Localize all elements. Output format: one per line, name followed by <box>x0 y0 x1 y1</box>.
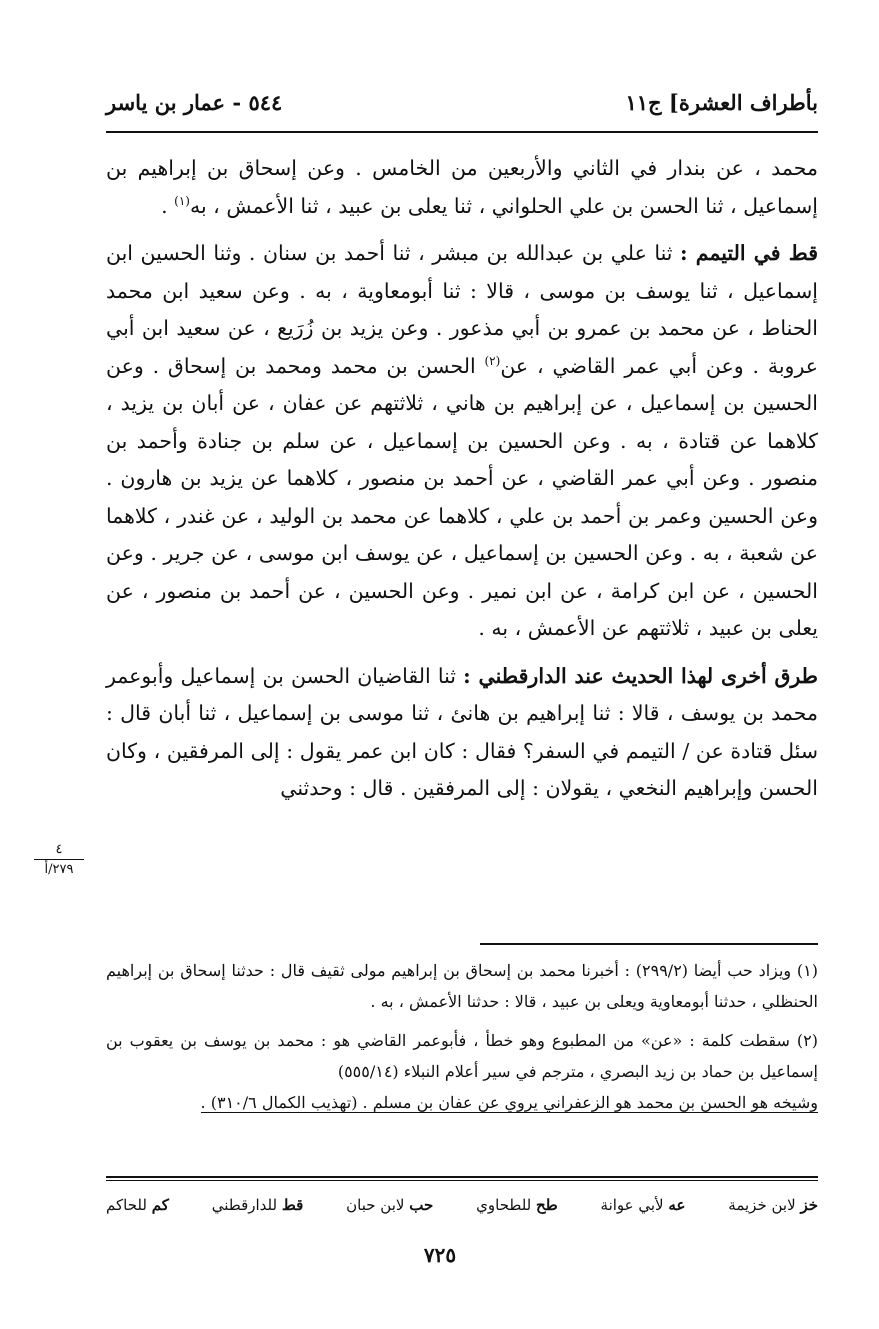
main-text <box>106 150 818 808</box>
header-book-ref: بأطراف العشرة] ج١١ <box>625 89 818 115</box>
paragraph-3: طرق أخرى لهذا الحديث عند الدارقطني : ثنا القاضيان الحسن بن إسماعيل وأبوعمر محمد بن يوسف ، قالا : ثنا إبراهيم بن هانئ ، ثنا موسى بن إسماعيل ، ثنا أبان قال : سئل قتادة عن / التيمم في السفر؟ فقال : كان ابن عمر يقول : إلى المرفقين ، وكان الحسن وإبراهيم النخعي ، يقولان : إلى المرفقين . قال : وحدثني <box>106 663 819 800</box>
abbreviations-rule <box>106 1176 818 1178</box>
abbreviation-item: خز لابن خزيمة <box>728 1196 818 1214</box>
footnote-ref-1: (١) <box>174 193 190 208</box>
header-rule <box>106 131 818 133</box>
manuscript-folio-note <box>34 842 84 877</box>
header-section-title: ٥٤٤ - عمار بن ياسر <box>106 89 283 115</box>
footnote-ref-2: (٢) <box>484 353 501 368</box>
abbreviations-key <box>106 1190 818 1220</box>
footnote-2: (٢) سقطت كلمة : «عن» من المطبوع وهو خطأ ، فأبوعمر القاضي هو : محمد بن يوسف بن يعقوب بن إسماعيل بن حماد بن زيد البصري ، مترجم في سير أعلام النبلاء (٥٥٥/١٤) وشيخه هو الحسن بن محمد هو الزعفراني يروي عن عفان بن مسلم . (تهذيب الكمال ٣١٠/٦) . <box>106 1031 818 1112</box>
footnotes <box>106 955 818 1118</box>
running-head <box>106 84 818 120</box>
footnote-1: (١) ويزاد حب أيضا (٢٩٩/٢) : أخبرنا محمد بن إسحاق بن إبراهيم مولى ثقيف قال : حدثنا إسحاق بن إبراهيم الحنظلي ، حدثنا أبومعاوية ويعلى بن عبيد ، قالا : حدثنا الأعمش ، به . <box>106 961 819 1011</box>
abbreviation-item: قط للدارقطني <box>211 1196 304 1214</box>
abbreviations-rule-thin <box>106 1180 818 1181</box>
paragraph-1: محمد ، عن بندار في الثاني والأربعين من الخامس . وعن إسحاق بن إبراهيم بن إسماعيل ، ثنا الحسن بن علي الحلواني ، ثنا يعلى بن عبيد ، ثنا الأعمش ، به$^{(١)}$ . <box>106 156 818 218</box>
page-number: ٧٢٥ <box>423 1243 457 1267</box>
abbreviation-item: كم للحاكم <box>106 1196 169 1214</box>
paragraph-3-lead: طرق أخرى لهذا الحديث عند الدارقطني : <box>463 663 819 688</box>
margin-note-top: ٤ <box>34 842 84 860</box>
margin-note-bottom: ٢٧٩/أ <box>44 862 74 877</box>
paragraph-2-lead: قط في التيمم : <box>680 241 819 265</box>
footnote-2-last-line: وشيخه هو الحسن بن محمد هو الزعفراني يروي عن عفان بن مسلم . (تهذيب الكمال ٣١٠/٦) . <box>200 1093 818 1112</box>
abbreviation-item: حب لابن حبان <box>346 1196 434 1214</box>
abbreviation-item: عه لأبي عوانة <box>600 1196 686 1214</box>
footnotes-rule <box>480 943 818 945</box>
paragraph-2: قط في التيمم : ثنا علي بن عبدالله بن مبشر ، ثنا أحمد بن سنان . وثنا الحسين ابن إسماعيل ، ثنا يوسف بن موسى ، قالا : ثنا أبومعاوية ، به . وعن سعيد ابن محمد الحناط ، عن محمد بن عمرو بن أبي مذعور . وعن يزيد بن زُرَيع ، عن سعيد ابن أبي عروبة . وعن أبي عمر القاضي ، عن$^{(٢)}$ الحسن بن محمد ومحمد بن إسحاق . وعن الحسين بن إسماعيل ، عن إبراهيم بن هاني ، ثلاثتهم عن عفان ، عن أبان بن يزيد ، كلاهما عن قتادة ، به . وعن الحسين بن إسماعيل ، عن سلم بن جنادة وأحمد بن منصور . وعن أبي عمر القاضي ، عن أحمد بن منصور ، كلاهما عن يزيد بن هارون . وعن الحسين وعمر بن أحمد بن علي ، كلاهما عن محمد بن الوليد ، عن غندر ، كلاهما عن شعبة ، به . وعن الحسين بن إسماعيل ، عن يوسف ابن موسى ، عن جرير . وعن الحسين ، عن ابن كرامة ، عن ابن نمير . وعن الحسين ، عن أحمد بن منصور ، عن يعلى بن عبيد ، ثلاثتهم عن الأعمش ، به . <box>106 241 819 640</box>
abbreviation-item: طح للطحاوي <box>476 1196 558 1214</box>
